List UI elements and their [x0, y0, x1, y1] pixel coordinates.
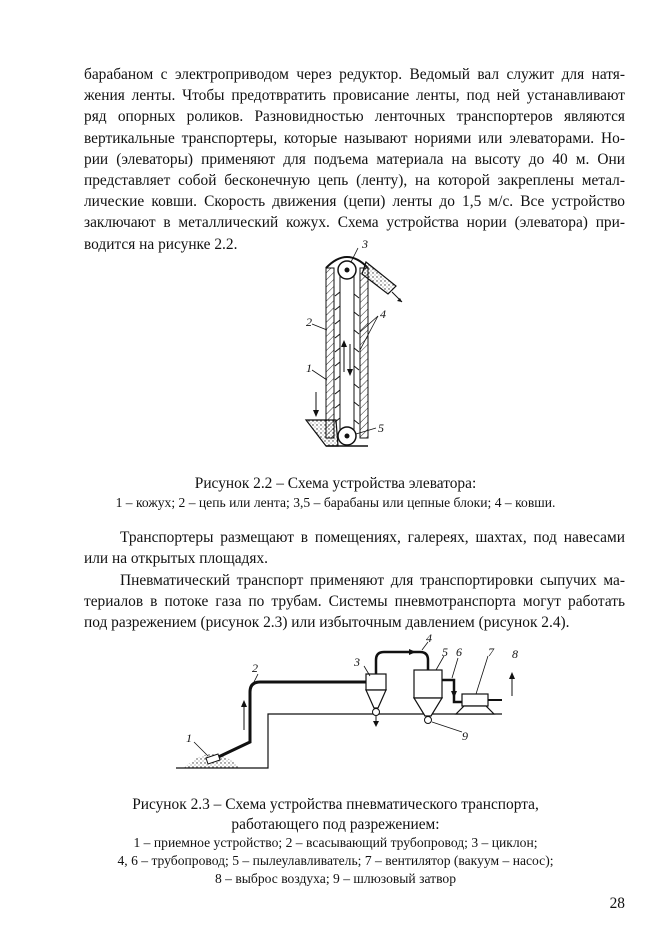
pipe-4-arrow-head	[409, 649, 416, 655]
cyclone-airlock	[373, 709, 380, 716]
down-arrow-head	[347, 369, 353, 376]
paragraph-pneumatic	[84, 570, 625, 634]
text-line: барабаном с электроприводом через редуктор. Ведомый вал служит для натя-	[84, 66, 625, 83]
page-number: 28	[609, 895, 625, 912]
pipe-6-arrow-head	[451, 691, 457, 698]
dust-collector-airlock	[425, 717, 432, 724]
label-4: 4	[380, 307, 386, 321]
text-line: ряд опорных роликов. Разновидностью ленточных транспортеров являются	[84, 108, 625, 126]
figure-caption-legend: 8 – выброс воздуха; 9 – шлюзовый затвор	[214, 871, 457, 886]
label-5: 5	[442, 645, 448, 659]
fan-housing	[462, 694, 488, 706]
text-line: лические ковши. Скорость движения (цепи) ленты до 1,5 м/с. Все устройство	[84, 193, 625, 211]
label-4: 4	[426, 631, 432, 645]
figure-caption-title: Рисунок 2.3 – Схема устройства пневматического транспорта,	[132, 796, 539, 813]
text-line: водится на рисунке 2.2.	[84, 235, 238, 253]
fan-base	[456, 706, 494, 714]
loading-hopper	[306, 420, 338, 446]
buckets	[335, 292, 359, 424]
paragraph-elevators	[84, 64, 625, 255]
casing-left-wall	[326, 268, 334, 438]
cyclone-body	[366, 674, 386, 690]
label-5: 5	[378, 421, 384, 435]
leader-2	[312, 324, 327, 330]
text-line: заключают в металлический кожух. Схема устройства нории (элеватора) при-	[84, 214, 625, 232]
pneumatic-transport-diagram	[172, 630, 532, 780]
dust-collector-cone	[414, 698, 442, 716]
flow-up-arrow-head	[241, 700, 247, 707]
label-6: 6	[456, 645, 462, 659]
leader-7	[476, 656, 488, 694]
text-line: жения ленты. Чтобы предотвратить провисание ленты, под ней устанавливают	[84, 87, 625, 105]
up-arrow-head	[341, 340, 347, 347]
label-9: 9	[462, 729, 468, 743]
elevator-diagram	[296, 232, 416, 458]
leader-6	[452, 658, 458, 678]
discharge-arrow-head	[397, 298, 402, 302]
label-7: 7	[488, 645, 494, 659]
bottom-drum-axle	[345, 434, 350, 439]
label-1: 1	[306, 361, 312, 375]
text-line: представляет собой бесконечную цепь (ленту), на которой закреплены метал-	[84, 172, 625, 190]
cyclone-outlet-arrow	[373, 721, 379, 727]
label-3: 3	[354, 655, 360, 669]
paragraph-placement	[84, 527, 625, 569]
text-line: или на открытых площадях.	[84, 550, 269, 568]
dust-collector-body	[414, 670, 442, 698]
figure-caption-title: Рисунок 2.2 – Схема устройства элеватора:	[194, 475, 477, 492]
figure-caption-title-cont: работающего под разрежением:	[231, 816, 440, 833]
figure-caption-legend: 1 – приемное устройство; 2 – всасывающий трубопровод; 3 – циклон;	[133, 835, 538, 850]
text-line: териалов в потоке газа по трубам. Системы пневмотранспорта могут работать	[84, 593, 625, 611]
feed-arrow-head	[313, 410, 319, 417]
suction-pipe	[212, 682, 366, 760]
cyclone-cone	[366, 690, 386, 708]
figure-caption-legend: 1 – кожух; 2 – цепь или лента; 3,5 – барабаны или цепные блоки; 4 – ковши.	[115, 495, 556, 510]
text-line: под разрежением (рисунок 2.3) или избыточным давлением (рисунок 2.4).	[84, 614, 570, 632]
exhaust-arrow-head	[509, 672, 515, 679]
top-drum-axle	[345, 268, 350, 273]
text-line: Транспортеры размещают в помещениях, галереях, шахтах, под навесами	[120, 529, 625, 546]
leader-1	[194, 742, 208, 756]
label-2: 2	[306, 315, 312, 329]
text-line: вертикальные транспортеры, которые называют нориями или элеваторами. Но-	[84, 129, 625, 147]
label-3: 3	[362, 237, 368, 251]
label-2: 2	[252, 661, 258, 675]
label-1: 1	[186, 731, 192, 745]
text-line: Пневматический транспорт применяют для транспортировки сыпучих ма-	[120, 572, 625, 589]
casing-right-wall	[360, 268, 368, 438]
label-8: 8	[512, 647, 518, 661]
leader-1	[312, 370, 327, 380]
text-line: рии (элеваторы) применяют для подъема материала на высоту до 40 м. Они	[84, 150, 625, 168]
leader-9	[432, 722, 462, 732]
figure-caption-legend: 4, 6 – трубопровод; 5 – пылеулавливатель; 7 – вентилятор (вакуум – насос);	[117, 853, 554, 868]
